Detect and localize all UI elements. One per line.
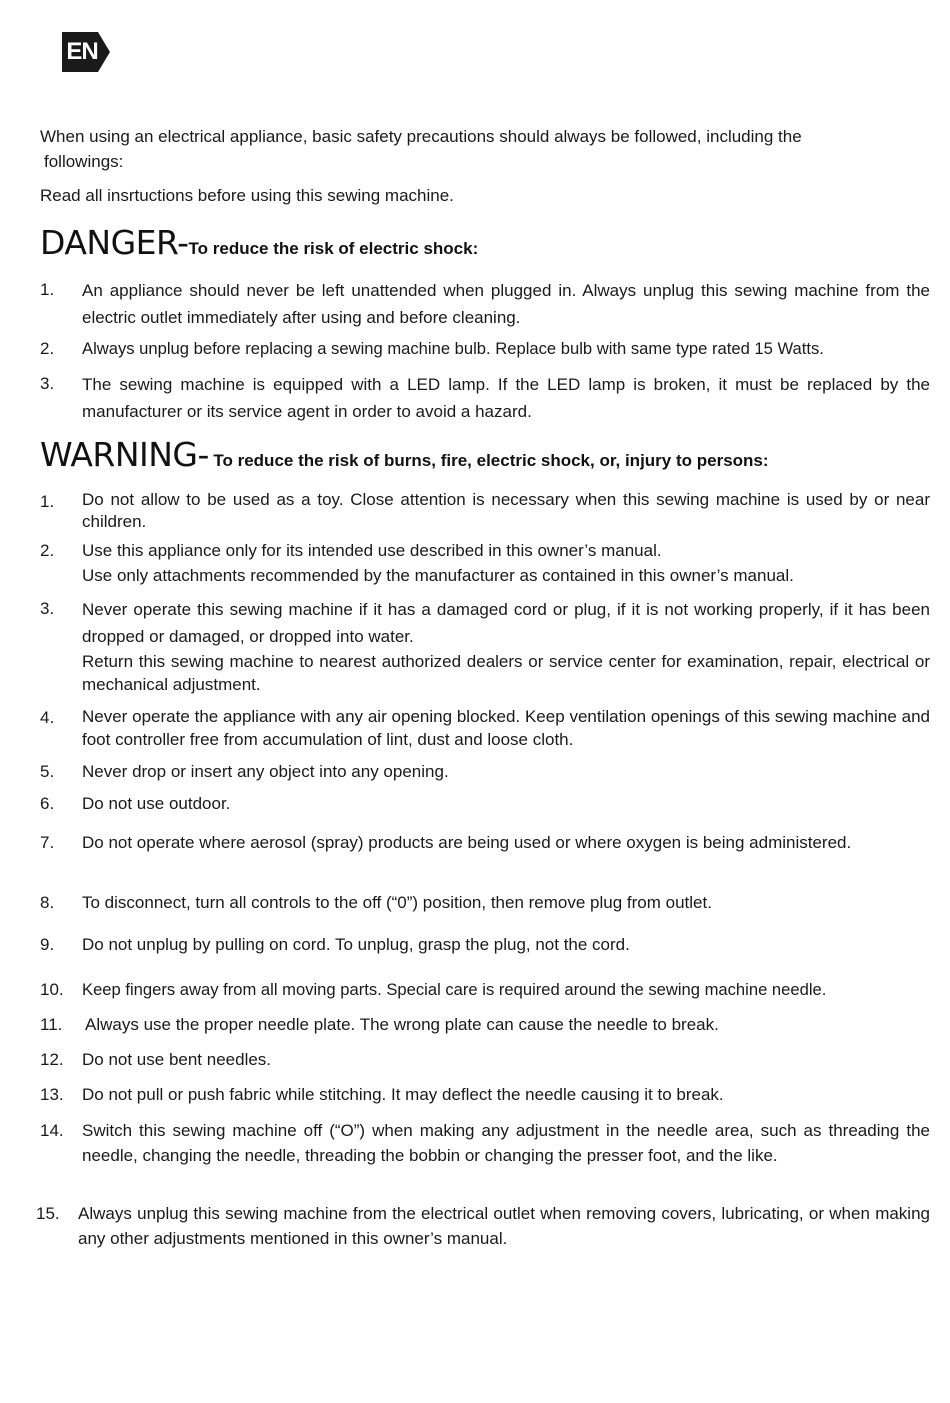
- item-text: Never drop or insert any object into any opening.: [82, 762, 449, 781]
- danger-subtitle: To reduce the risk of electric shock:: [188, 239, 479, 258]
- item-number: 2.: [40, 541, 55, 560]
- warning-title: WARNING-: [40, 435, 209, 474]
- warning-heading: [40, 435, 769, 474]
- warning-item-1: [40, 489, 930, 533]
- item-number: 13.: [40, 1085, 64, 1104]
- warning-item-6: [40, 791, 930, 816]
- language-badge: [62, 30, 112, 74]
- item-text: To disconnect, turn all controls to the off (“0”) position, then remove plug from outlet.: [82, 893, 712, 912]
- danger-item-2: [40, 336, 930, 361]
- item-number: 12.: [40, 1050, 64, 1069]
- item-text: Do not allow to be used as a toy. Close attention is necessary when this sewing machine is used by or near children.: [82, 490, 930, 531]
- item-text: Never operate the appliance with any air opening blocked. Keep ventilation openings of this sewing machine and foot controller free from accumulation of lint, dust and loose cloth.: [82, 707, 930, 749]
- item-text-line-2: Use only attachments recommended by the manufacturer as contained in this owner’s manual.: [82, 566, 794, 585]
- item-number: 3.: [40, 599, 55, 618]
- item-number: 2.: [40, 339, 55, 358]
- item-text-line-2: Return this sewing machine to nearest authorized dealers or service center for examination, repair, electrical or mechanical adjustment.: [82, 652, 930, 694]
- item-text: Do not pull or push fabric while stitching. It may deflect the needle causing it to break.: [82, 1085, 724, 1104]
- item-text: [82, 596, 930, 696]
- item-text: Always use the proper needle plate. The wrong plate can cause the needle to break.: [85, 1015, 719, 1034]
- item-text: Always unplug this sewing machine from the electrical outlet when removing covers, lubricating, or when making any other adjustments mentioned in this owner’s manual.: [78, 1204, 930, 1248]
- item-text: Keep fingers away from all moving parts. Special care is required around the sewing machine needle.: [82, 980, 827, 999]
- item-text: Do not unplug by pulling on cord. To unplug, grasp the plug, not the cord.: [82, 935, 630, 954]
- danger-item-3: [40, 371, 930, 425]
- intro-line-2: followings:: [44, 152, 124, 171]
- item-number: 5.: [40, 762, 55, 781]
- item-text: Always unplug before replacing a sewing machine bulb. Replace bulb with same type rated 15 Watts.: [82, 339, 824, 358]
- item-number: 14.: [40, 1121, 64, 1140]
- item-number: 3.: [40, 374, 55, 393]
- warning-item-3: [40, 596, 930, 696]
- item-number: 15.: [36, 1204, 60, 1223]
- item-number: 11.: [40, 1015, 63, 1034]
- item-text: An appliance should never be left unattended when plugged in. Always unplug this sewing machine from the electric outlet immediately after using and before cleaning.: [82, 281, 930, 327]
- warning-item-11: [40, 1012, 930, 1037]
- warning-item-9: [40, 932, 930, 957]
- item-number: 10.: [40, 980, 64, 999]
- item-text-line-1: Never operate this sewing machine if it has a damaged cord or plug, if it is not working properly, if it has been dropped or damaged, or dropped into water.: [82, 600, 930, 646]
- language-badge-label: EN: [66, 38, 98, 65]
- item-number: 8.: [40, 893, 55, 912]
- warning-item-5: [40, 759, 930, 784]
- item-number: 4.: [40, 708, 55, 727]
- item-number: 1.: [40, 492, 55, 511]
- item-text: Switch this sewing machine off (“O”) when making any adjustment in the needle area, such as threading the needle, changing the needle, threading the bobbin or changing the presser foot, and the like.: [82, 1121, 930, 1165]
- warning-subtitle: To reduce the risk of burns, fire, electric shock, or, injury to persons:: [213, 451, 769, 470]
- item-text: The sewing machine is equipped with a LED lamp. If the LED lamp is broken, it must be replaced by the manufacturer or its service agent in order to avoid a hazard.: [82, 375, 930, 421]
- item-number: 7.: [40, 833, 55, 852]
- warning-item-4: [40, 705, 930, 751]
- read-all-instructions: Read all insrtuctions before using this sewing machine.: [40, 186, 454, 205]
- warning-item-13: [40, 1082, 930, 1107]
- warning-item-10: [40, 977, 930, 1002]
- item-text: Do not operate where aerosol (spray) products are being used or where oxygen is being administered.: [82, 833, 852, 852]
- item-text-line-1: Use this appliance only for its intended use described in this owner’s manual.: [82, 541, 662, 560]
- warning-item-7: [40, 830, 930, 855]
- item-number: 9.: [40, 935, 55, 954]
- intro-line-1: When using an electrical appliance, basic safety precautions should always be followed, including the: [40, 127, 802, 146]
- warning-item-14: [40, 1118, 930, 1168]
- item-text: Do not use bent needles.: [82, 1050, 272, 1069]
- warning-item-15: [36, 1201, 930, 1251]
- warning-item-2: [40, 538, 930, 588]
- warning-item-12: [40, 1047, 930, 1072]
- item-text: Do not use outdoor.: [82, 794, 231, 813]
- item-text: [82, 538, 930, 588]
- warning-item-8: [40, 890, 930, 915]
- danger-title: DANGER-: [40, 223, 189, 262]
- danger-item-1: [40, 277, 930, 331]
- danger-heading: [40, 223, 478, 262]
- item-number: 6.: [40, 794, 55, 813]
- item-number: 1.: [40, 280, 55, 299]
